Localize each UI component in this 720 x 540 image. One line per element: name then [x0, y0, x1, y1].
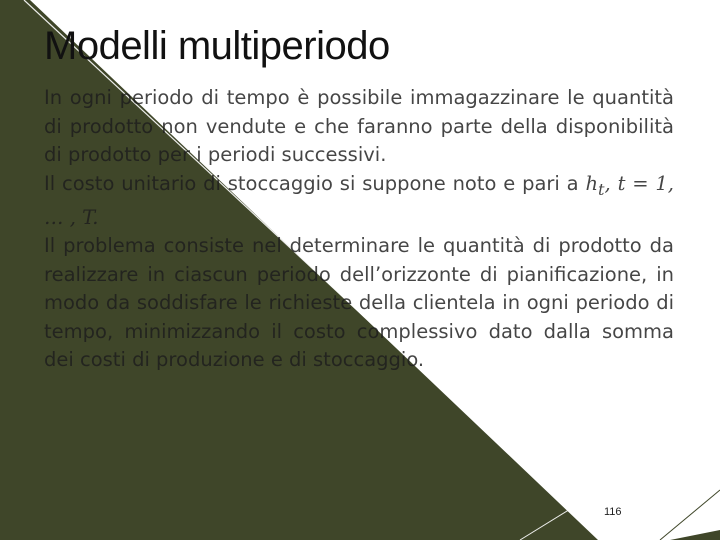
page-number: 116: [604, 506, 622, 518]
slide-content: [44, 84, 674, 375]
paragraph-storage-cost-text: Il costo unitario di stoccaggio si suppone noto e pari a: [44, 171, 579, 195]
formula-subscript: t: [598, 179, 605, 199]
formula-range: , t = 1, … , T.: [44, 171, 674, 229]
slide-title: Modelli multiperiodo: [44, 24, 390, 68]
paragraph-storage-cost: [44, 170, 674, 233]
paragraph-problem: Il problema consiste nel determinare le quantità di prodotto da realizzare in ciascun periodo dell’orizzonte di pianificazione, in modo da soddisfare le richieste della clientela in ogni periodo di tempo, minimizzando il costo complessivo dato dalla somma dei costi di produzione e di stoccaggio.: [44, 234, 674, 372]
paragraph-storage: In ogni periodo di tempo è possibile immagazzinare le quantità di prodotto non vendute e che faranno parte della disponibilità di prodotto per i periodi successivi.: [44, 86, 674, 166]
formula-variable: h: [585, 171, 599, 195]
